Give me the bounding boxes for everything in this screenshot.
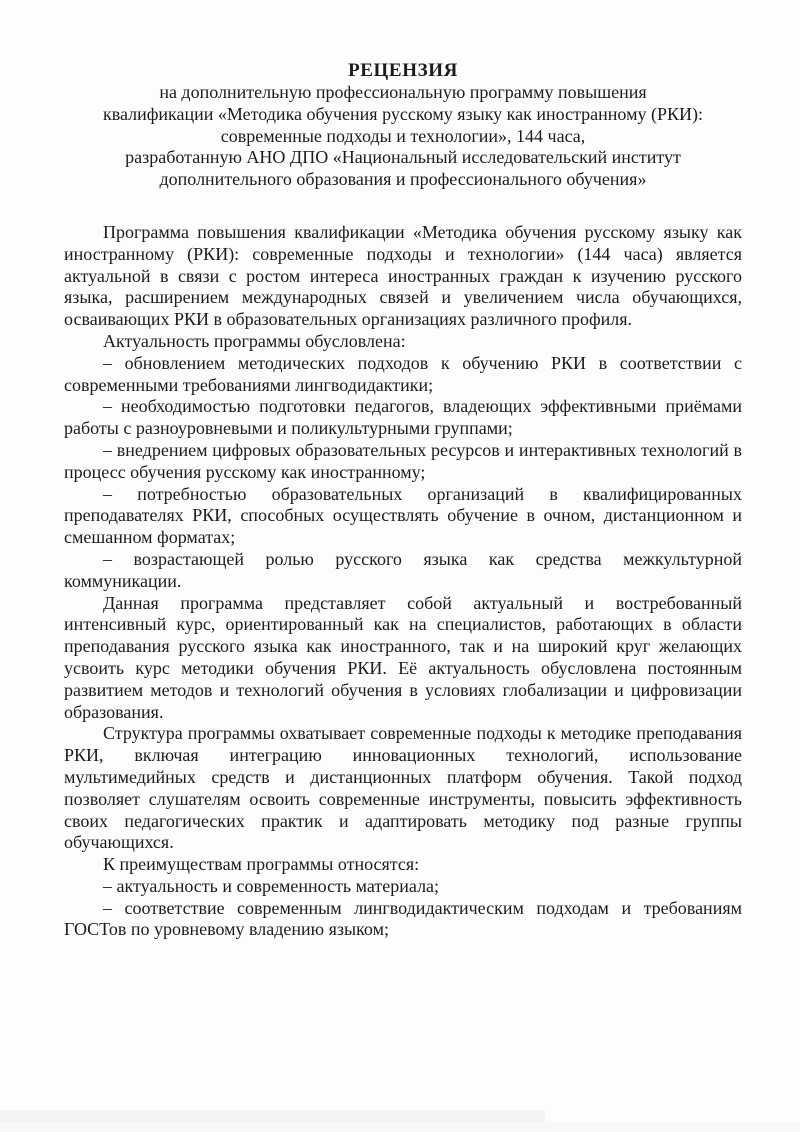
bullet-item: – актуальность и современность материала; bbox=[103, 875, 440, 896]
subtitle-line: разработанную АНО ДПО «Национальный исследовательский институт bbox=[125, 147, 681, 168]
bullet-item: – внедрением цифровых образовательных ресурсов и интерактивных технологий в процесс обучения русскому как иностранному; bbox=[64, 439, 742, 482]
subtitle-line: квалификации «Методика обучения русскому языку как иностранному (РКИ): bbox=[102, 103, 703, 124]
paragraph-course-description: Данная программа представляет собой актуальный и востребованный интенсивный курс, ориентированный как на специалистов, работающих в области преподавания русского языка как иностранного, так и на широкий круг желающих усвоить курс методики обучения РКИ. Её актуальность обусловлена постоянным развитием методов и технологий обучения в условиях глобализации и цифровизации образования. bbox=[64, 592, 742, 722]
bullet-item: – необходимостью подготовки педагогов, владеющих эффективными приёмами работы с разноуровневыми и поликультурными группами; bbox=[64, 396, 742, 439]
bullet-item: – соответствие современным лингводидактическим подходам и требованиям ГОСТов по уровневому владению языком; bbox=[64, 897, 742, 940]
subtitle-line: современные подходы и технологии», 144 часа, bbox=[220, 125, 586, 146]
document-subtitle bbox=[64, 82, 742, 191]
paragraph-relevance-heading: Актуальность программы обусловлена: bbox=[103, 330, 406, 351]
paragraph-structure: Структура программы охватывает современные подходы к методике преподавания РКИ, включая интеграцию инновационных технологий, использование мультимедийных средств и дистанционных платформ обучения. Такой подход позволяет слушателям освоить современные инструменты, повысить эффективность своих педагогических практик и адаптировать методику под разные группы обучающихся. bbox=[64, 723, 742, 853]
bullet-item: – обновлением методических подходов к обучению РКИ в соответствии с современными требованиями лингводидактики; bbox=[64, 352, 742, 395]
document-title: РЕЦЕНЗИЯ bbox=[348, 60, 458, 81]
document-header bbox=[64, 60, 742, 191]
subtitle-line: дополнительного образования и профессионального обучения» bbox=[159, 169, 647, 190]
paragraph-advantages-heading: К преимуществам программы относятся: bbox=[103, 854, 420, 875]
paragraph-intro: Программа повышения квалификации «Методика обучения русскому языку как иностранному (РКИ): современные подходы и технологии» (144 часа) является актуальной в связи с ростом интереса иностранных граждан к изучению русского языка, расширением международных связей и увеличением числа обучающихся, осваивающих РКИ в образовательных организациях различного профиля. bbox=[64, 221, 742, 330]
scan-artifact bbox=[0, 1122, 800, 1132]
bullet-item: – возрастающей ролью русского языка как средства межкультурной коммуникации. bbox=[64, 548, 742, 591]
document-body bbox=[64, 222, 742, 941]
subtitle-line: на дополнительную профессиональную программу повышения bbox=[159, 82, 647, 102]
bullet-item: – потребностью образовательных организаций в квалифицированных преподавателях РКИ, способных осуществлять обучение в очном, дистанционном и смешанном форматах; bbox=[64, 483, 742, 548]
scan-artifact bbox=[0, 1110, 545, 1122]
